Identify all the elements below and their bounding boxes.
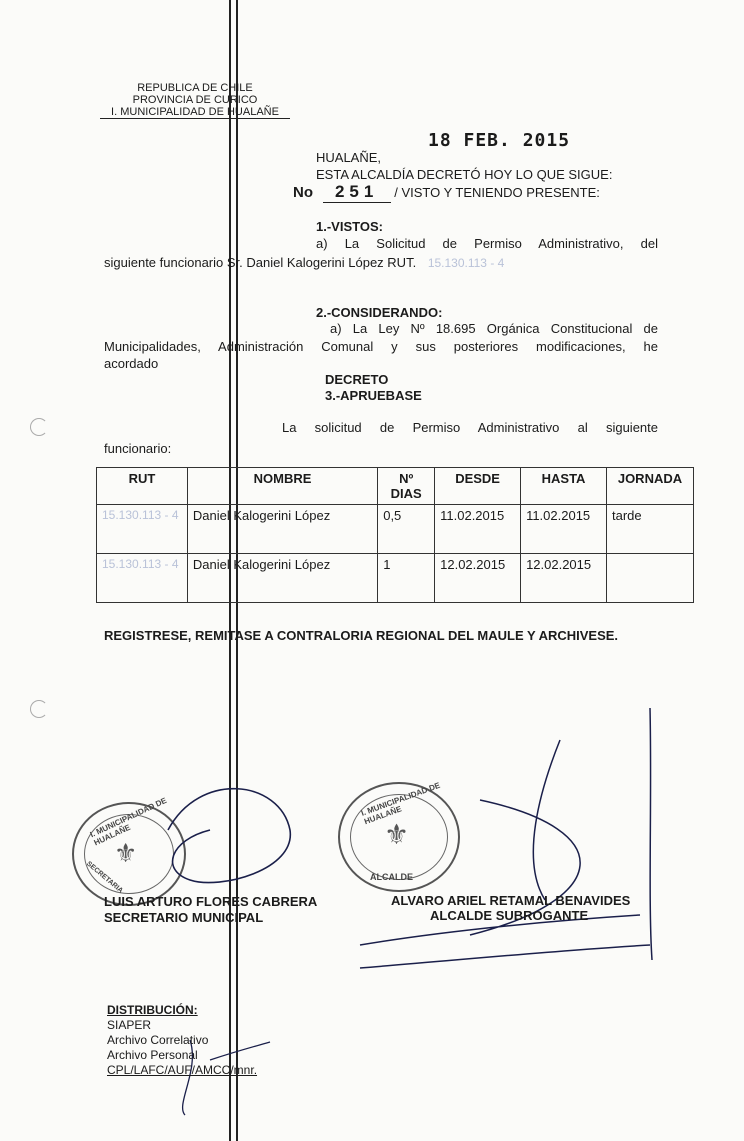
col-header-dias: Nº DIAS <box>378 468 435 505</box>
header-republic: REPUBLICA DE CHILE <box>137 82 253 94</box>
signature-right-stroke <box>360 708 652 968</box>
decreto-title: DECRETO <box>325 372 389 387</box>
signer-right-name: ALVARO ARIEL RETAMAL BENAVIDES <box>391 893 631 908</box>
vistos-title: 1.-VISTOS: <box>316 219 383 234</box>
signature-left-stroke <box>168 789 290 883</box>
distribution-title: DISTRIBUCIÓN: <box>107 1003 198 1017</box>
cell-desde: 11.02.2015 <box>435 505 521 554</box>
seal-left-bottom: SECRETARIA <box>85 860 124 895</box>
signer-left-role: SECRETARIO MUNICIPAL <box>104 910 264 925</box>
col-header-hasta: HASTA <box>521 468 607 505</box>
seal-right-text: I. MUNICIPALIDAD DE HUALAÑE <box>359 780 442 827</box>
cell-rut: 15.130.113 - 4 <box>97 554 188 603</box>
cell-dias: 0,5 <box>378 505 435 554</box>
vistos-rut-redacted: 15.130.113 - 4 <box>427 256 505 270</box>
signer-right-role: ALCALDE SUBROGANTE <box>430 908 589 923</box>
header-province: PROVINCIA DE CURICO <box>132 94 258 106</box>
cell-jornada: tarde <box>607 505 694 554</box>
cell-hasta: 12.02.2015 <box>521 554 607 603</box>
signer-left-name: LUIS ARTURO FLORES CABRERA <box>104 894 318 909</box>
cell-desde: 12.02.2015 <box>435 554 521 603</box>
col-header-rut: RUT <box>97 468 188 505</box>
considerando-text-a: a) La Ley Nº 18.695 Orgánica Constitucional de <box>330 321 658 336</box>
seal-right-bottom: ALCALDE <box>370 872 413 882</box>
coat-of-arms-icon: ⚜ <box>384 819 410 850</box>
distribution-block <box>107 1003 257 1078</box>
cell-nombre: Daniel Kalogerini López <box>187 554 377 603</box>
vistos-text-a: a) La Solicitud de Permiso Administrativo, del <box>316 236 658 251</box>
distribution-item: Archivo Correlativo <box>107 1033 209 1047</box>
cell-dias: 1 <box>378 554 435 603</box>
header-municipality: I. MUNICIPALIDAD DE HUALAÑE <box>100 106 290 119</box>
vistos-text-b-content: siguiente funcionario Sr. Daniel Kalogerini López RUT. <box>104 255 417 270</box>
solicitud-text-b: funcionario: <box>104 441 172 456</box>
decree-suffix: / VISTO Y TENIENDO PRESENTE: <box>394 185 600 200</box>
decree-number: 251 <box>323 182 391 203</box>
col-header-jornada: JORNADA <box>607 468 694 505</box>
col-header-desde: DESDE <box>435 468 521 505</box>
cell-nombre: Daniel Kalogerini López <box>187 505 377 554</box>
distribution-item: SIAPER <box>107 1018 152 1032</box>
apruebase-title: 3.-APRUEBASE <box>325 388 422 403</box>
cell-rut: 15.130.113 - 4 <box>97 505 188 554</box>
distribution-item: Archivo Personal <box>107 1048 198 1062</box>
seal-left-text: I. MUNICIPALIDAD DE HUALAÑE <box>88 795 169 848</box>
date-stamp: 18 FEB. 2015 <box>428 130 571 151</box>
closing-text: REGISTRESE, REMITASE A CONTRALORIA REGIONAL DEL MAULE Y ARCHIVESE. <box>104 628 619 643</box>
coat-of-arms-icon: ⚜ <box>114 838 138 868</box>
considerando-title: 2.-CONSIDERANDO: <box>316 305 443 320</box>
cell-hasta: 11.02.2015 <box>521 505 607 554</box>
intro-text: ESTA ALCALDÍA DECRETÓ HOY LO QUE SIGUE: <box>316 167 613 182</box>
place: HUALAÑE, <box>316 150 382 165</box>
considerando-text-c: acordado <box>104 356 159 371</box>
solicitud-text-a: La solicitud de Permiso Administrativo al siguiente <box>282 420 658 435</box>
considerando-text-b: Municipalidades, Administración Comunal y sus posteriores modificaciones, he <box>104 339 658 354</box>
col-header-nombre: NOMBRE <box>187 468 377 505</box>
decree-prefix: No <box>293 184 313 201</box>
distribution-item: CPL/LAFC/AUF/AMCC/mnr. <box>107 1063 258 1077</box>
